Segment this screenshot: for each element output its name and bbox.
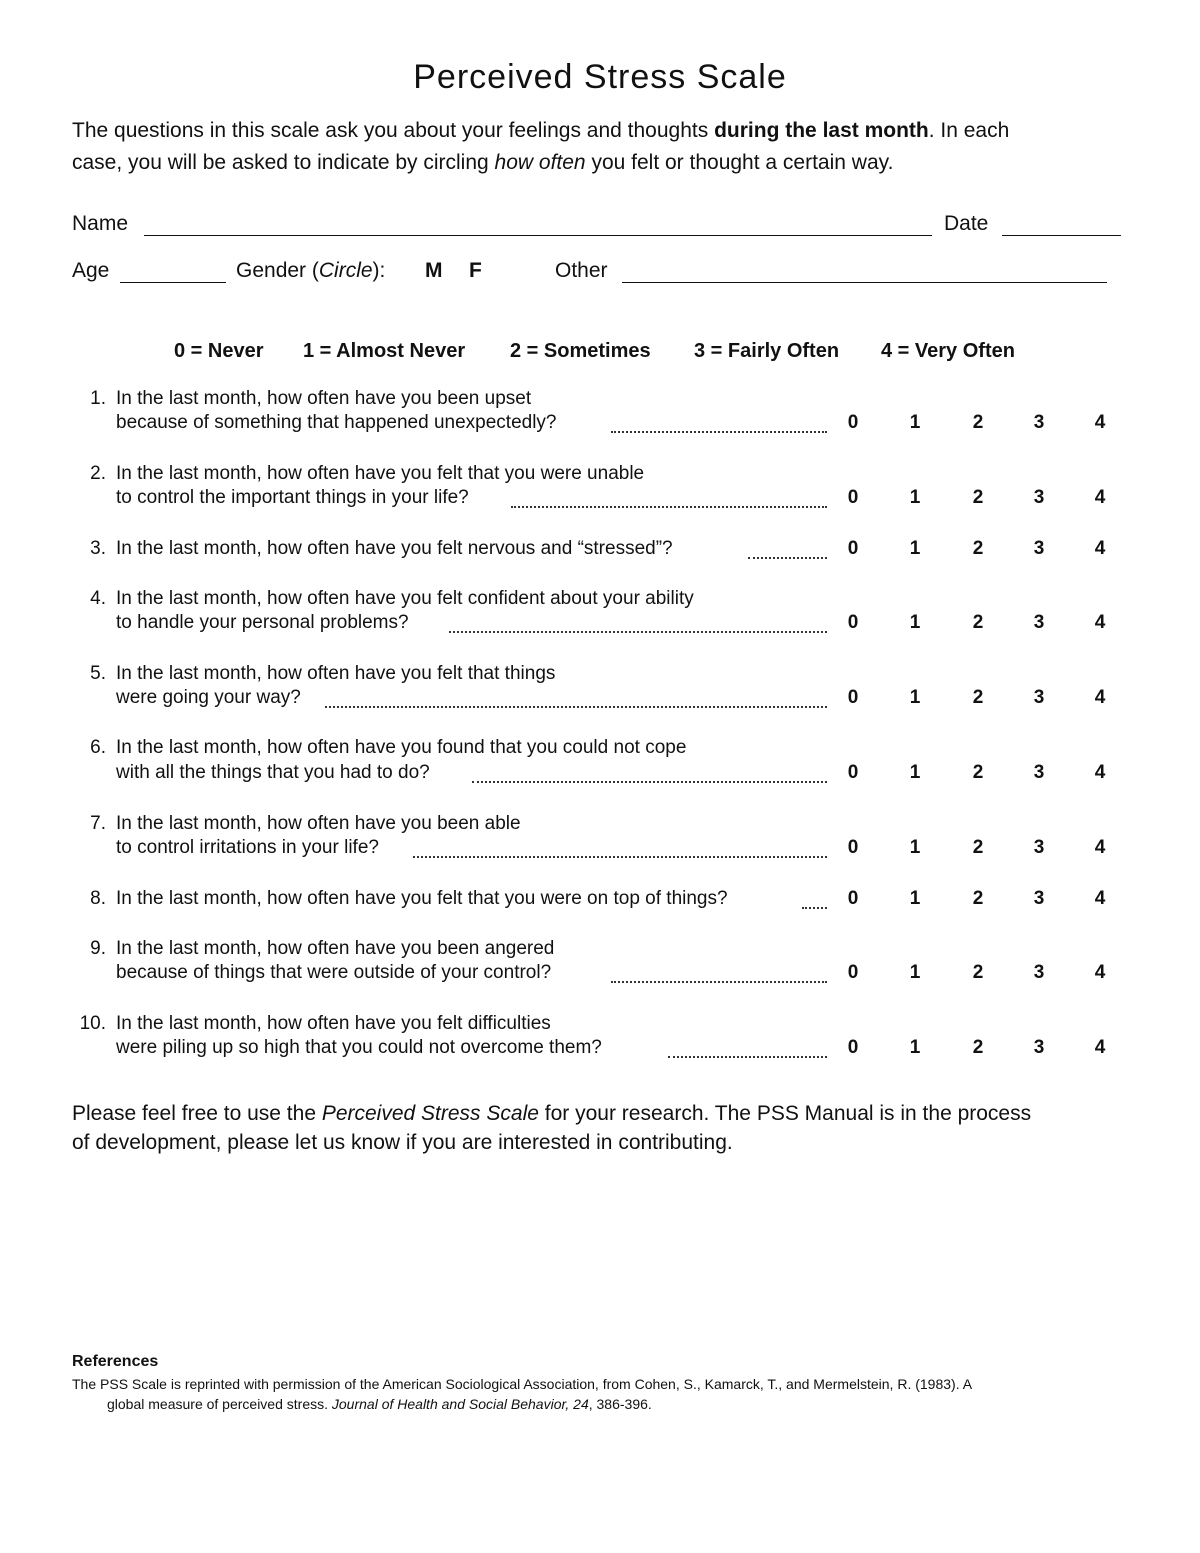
dot-leader xyxy=(611,981,827,983)
question-number: 3. xyxy=(90,538,106,559)
answer-option-4[interactable]: 4 xyxy=(1094,412,1106,433)
answer-option-4[interactable]: 4 xyxy=(1094,612,1106,633)
intro-text: The questions in this scale ask you about your feelings and thoughts xyxy=(72,119,715,142)
question-number: 2. xyxy=(90,463,106,484)
other-field[interactable] xyxy=(622,282,1107,283)
answer-option-1[interactable]: 1 xyxy=(909,888,921,909)
age-field[interactable] xyxy=(120,282,226,283)
name-label: Name xyxy=(72,212,129,235)
answer-option-0[interactable]: 0 xyxy=(847,538,859,559)
question-number: 10. xyxy=(79,1013,106,1034)
answer-option-3[interactable]: 3 xyxy=(1033,612,1045,633)
answer-option-1[interactable]: 1 xyxy=(909,538,921,559)
question-number: 4. xyxy=(90,588,106,609)
question-text-line-2: to handle your personal problems? xyxy=(116,612,409,633)
closing-text: for your research. The PSS Manual is in the process xyxy=(538,1102,1032,1125)
answer-option-1[interactable]: 1 xyxy=(909,687,921,708)
question-text-line-1: In the last month, how often have you felt that you were unable xyxy=(116,463,645,484)
answer-option-0[interactable]: 0 xyxy=(847,837,859,858)
answer-option-3[interactable]: 3 xyxy=(1033,762,1045,783)
question-text-line-2: were piling up so high that you could not overcome them? xyxy=(116,1037,602,1058)
date-field[interactable] xyxy=(1002,235,1121,236)
intro-bold: during the last month xyxy=(714,119,929,142)
answer-option-4[interactable]: 4 xyxy=(1094,762,1106,783)
dot-leader xyxy=(449,631,827,633)
answer-option-1[interactable]: 1 xyxy=(909,762,921,783)
question-text-line-2: with all the things that you had to do? xyxy=(116,762,430,783)
gender-option-m[interactable]: M xyxy=(425,259,443,282)
answer-option-3[interactable]: 3 xyxy=(1033,888,1045,909)
question-text-line-2: to control irritations in your life? xyxy=(116,837,379,858)
answer-option-0[interactable]: 0 xyxy=(847,762,859,783)
gender-label-text: Gender ( xyxy=(236,259,319,282)
question-text-line-1: In the last month, how often have you found that you could not cope xyxy=(116,737,687,758)
question-text-line-1: In the last month, how often have you been angered xyxy=(116,938,555,959)
answer-option-1[interactable]: 1 xyxy=(909,412,921,433)
answer-option-2[interactable]: 2 xyxy=(972,962,984,983)
closing-text: Please feel free to use the xyxy=(72,1102,322,1125)
answer-option-1[interactable]: 1 xyxy=(909,1037,921,1058)
intro-line-1 xyxy=(72,119,1009,143)
answer-option-1[interactable]: 1 xyxy=(909,487,921,508)
dot-leader xyxy=(413,856,827,858)
answer-option-0[interactable]: 0 xyxy=(847,612,859,633)
question-text-line-2: because of things that were outside of your control? xyxy=(116,962,552,983)
reference-journal: Journal of Health and Social Behavior, 24 xyxy=(331,1396,589,1412)
answer-option-4[interactable]: 4 xyxy=(1094,538,1106,559)
answer-option-0[interactable]: 0 xyxy=(847,412,859,433)
intro-text: . In each xyxy=(928,119,1010,142)
page-title: Perceived Stress Scale xyxy=(413,58,787,96)
dot-leader xyxy=(472,781,827,783)
question-number: 5. xyxy=(90,663,106,684)
answer-option-4[interactable]: 4 xyxy=(1094,837,1106,858)
legend-fairly-often: 3 = Fairly Often xyxy=(694,340,840,362)
answer-option-3[interactable]: 3 xyxy=(1033,412,1045,433)
answer-option-3[interactable]: 3 xyxy=(1033,538,1045,559)
dot-leader xyxy=(748,557,827,559)
question-number: 8. xyxy=(90,888,106,909)
reference-text: global measure of perceived stress. xyxy=(107,1396,332,1412)
question-text-line-1: In the last month, how often have you felt that things xyxy=(116,663,556,684)
answer-option-4[interactable]: 4 xyxy=(1094,962,1106,983)
legend-never: 0 = Never xyxy=(174,340,264,362)
question-text-line-1: In the last month, how often have you been able xyxy=(116,813,521,834)
answer-option-3[interactable]: 3 xyxy=(1033,962,1045,983)
name-field[interactable] xyxy=(144,235,932,236)
dot-leader xyxy=(668,1056,827,1058)
question-number: 9. xyxy=(90,938,106,959)
reference-line-1: The PSS Scale is reprinted with permission of the American Sociological Association, from Cohen, S., Kamarck, T., and Mermelstein, R. (1983). A xyxy=(72,1376,973,1392)
answer-option-2[interactable]: 2 xyxy=(972,762,984,783)
answer-option-2[interactable]: 2 xyxy=(972,687,984,708)
answer-option-2[interactable]: 2 xyxy=(972,538,984,559)
intro-italic: how often xyxy=(494,151,586,174)
question-text-line-1: In the last month, how often have you felt difficulties xyxy=(116,1013,551,1034)
question-text: In the last month, how often have you felt that you were on top of things? xyxy=(116,888,728,909)
answer-option-3[interactable]: 3 xyxy=(1033,687,1045,708)
answer-option-0[interactable]: 0 xyxy=(847,962,859,983)
answer-option-3[interactable]: 3 xyxy=(1033,1037,1045,1058)
question-text-line-1: In the last month, how often have you been upset xyxy=(116,388,532,409)
answer-option-2[interactable]: 2 xyxy=(972,888,984,909)
question-number: 6. xyxy=(90,737,106,758)
question-text-line-2: because of something that happened unexpectedly? xyxy=(116,412,557,433)
date-label: Date xyxy=(944,212,989,235)
intro-text: case, you will be asked to indicate by circling xyxy=(72,151,495,174)
answer-option-3[interactable]: 3 xyxy=(1033,837,1045,858)
intro-line-2 xyxy=(72,151,893,175)
answer-option-1[interactable]: 1 xyxy=(909,612,921,633)
question-text: In the last month, how often have you felt nervous and “stressed”? xyxy=(116,538,673,559)
gender-label-text: ): xyxy=(372,259,386,282)
dot-leader xyxy=(611,431,827,433)
reference-line-2 xyxy=(107,1396,652,1412)
question-text-line-2: to control the important things in your life? xyxy=(116,487,469,508)
gender-label xyxy=(236,259,385,283)
question-text-line-2: were going your way? xyxy=(116,687,301,708)
other-label: Other xyxy=(555,259,608,282)
answer-option-4[interactable]: 4 xyxy=(1094,487,1106,508)
question-text-line-1: In the last month, how often have you felt confident about your ability xyxy=(116,588,694,609)
answer-option-4[interactable]: 4 xyxy=(1094,888,1106,909)
age-label: Age xyxy=(72,259,110,282)
legend-very-often: 4 = Very Often xyxy=(881,340,1015,362)
legend-sometimes: 2 = Sometimes xyxy=(510,340,651,362)
legend-almost-never: 1 = Almost Never xyxy=(303,340,466,362)
answer-option-0[interactable]: 0 xyxy=(847,687,859,708)
answer-option-2[interactable]: 2 xyxy=(972,612,984,633)
gender-label-italic: Circle xyxy=(318,259,373,282)
question-number: 1. xyxy=(90,388,106,409)
answer-option-2[interactable]: 2 xyxy=(972,1037,984,1058)
reference-text: , 386-396. xyxy=(588,1396,652,1412)
intro-text: you felt or thought a certain way. xyxy=(585,151,894,174)
gender-option-f[interactable]: F xyxy=(469,259,482,282)
answer-option-1[interactable]: 1 xyxy=(909,962,921,983)
answer-option-0[interactable]: 0 xyxy=(847,487,859,508)
dot-leader xyxy=(802,907,827,909)
closing-line-1 xyxy=(72,1102,1031,1126)
answer-option-2[interactable]: 2 xyxy=(972,487,984,508)
question-number: 7. xyxy=(90,813,106,834)
answer-option-2[interactable]: 2 xyxy=(972,837,984,858)
answer-option-0[interactable]: 0 xyxy=(847,1037,859,1058)
answer-option-0[interactable]: 0 xyxy=(847,888,859,909)
closing-line-2: of development, please let us know if you are interested in contributing. xyxy=(72,1131,733,1154)
closing-italic: Perceived Stress Scale xyxy=(321,1102,539,1125)
dot-leader xyxy=(511,506,827,508)
answer-option-2[interactable]: 2 xyxy=(972,412,984,433)
references-heading: References xyxy=(72,1353,159,1370)
answer-option-3[interactable]: 3 xyxy=(1033,487,1045,508)
dot-leader xyxy=(325,706,827,708)
answer-option-4[interactable]: 4 xyxy=(1094,1037,1106,1058)
answer-option-1[interactable]: 1 xyxy=(909,837,921,858)
answer-option-4[interactable]: 4 xyxy=(1094,687,1106,708)
